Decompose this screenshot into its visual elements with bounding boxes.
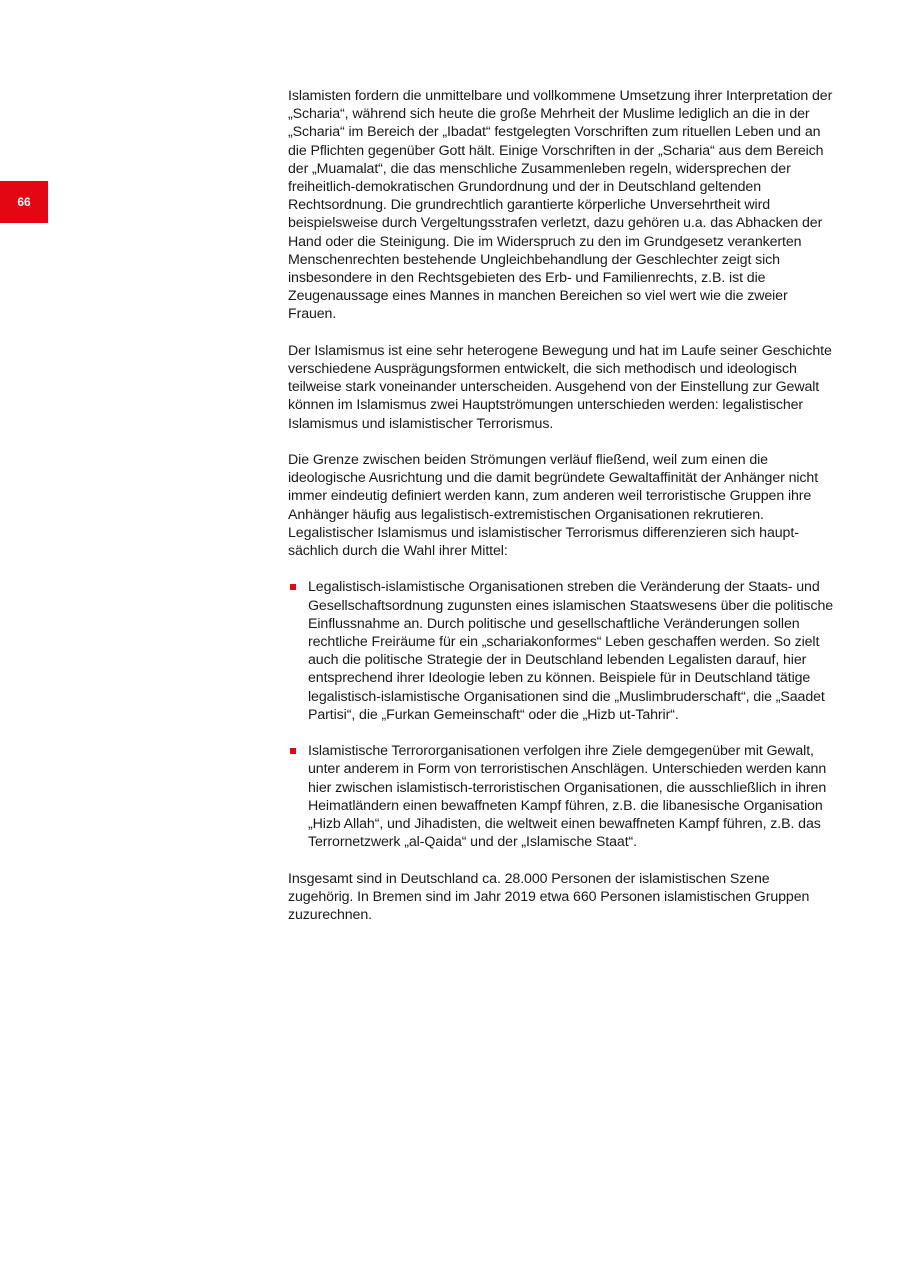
paragraph-closing: Insgesamt sind in Deutschland ca. 28.000 Personen der islamistischen Szene zugehörig. In Bremen sind im Jahr 2019 etwa 660 Personen islamistischen Gruppen zuzurechnen.	[288, 870, 810, 924]
square-bullet-icon	[290, 748, 296, 754]
bullet-list	[288, 578, 838, 851]
paragraph-boundary: Die Grenze zwischen beiden Strömungen verläuf fließend, weil zum einen die ideologische Ausrichtung und die damit begründete Gewaltaffinität der Anhänger nicht immer eindeutig definiert werden kann, zum anderen weil terroristische Gruppen ihre Anhänger häufig aus legalistisch-extremistischen Organisationen rekrutieren. Legalistischer Islamismus und islamistischer Terrorismus differenzieren sich hauptsächlich durch die Wahl ihrer Mittel:	[288, 452, 819, 560]
page-number-tab	[0, 181, 48, 223]
bullet-item-legalistic	[288, 578, 838, 724]
page-number: 66	[17, 195, 31, 209]
paragraph-heterogeneous-movement: Der Islamismus ist eine sehr heterogene Bewegung und hat im Laufe seiner Geschichte verschiedene Ausprägungsformen entwickelt, die sich methodisch und ideologisch teilweise stark voneinander unterscheiden. Ausgehend von der Einstellung zur Gewalt können im Islamismus zwei Hauptströmungen unterschieden werden: legalistischer Islamismus und islamistischer Terrorismus.	[288, 342, 832, 432]
bullet-text: Legalistisch-islamistische Organisationen streben die Veränderung der Staats- und Gesellschaftsordnung zugunsten eines islamischen Staatswesens über die politische Einflussnahme an. Durch politische und gesellschaftliche Veränderungen sollen rechtliche Freiräume für ein „schariakonformes“ Leben geschaffen werden. So zielt auch die politische Strategie der in Deutschland lebenden Legalisten darauf, hier entsprechend ihrer Ideologie leben zu können. Beispiele für in Deutschland tätige legalistisch-islamistische Organisationen sind die „Muslimbruderschaft“, die „Saadet Partisi“, die „Furkan Gemeinschaft“ oder die „Hizb ut-Tahrir“.	[308, 579, 834, 723]
bullet-text: Islamistische Terrororganisationen verfolgen ihre Ziele demgegenüber mit Gewalt, unter anderem in Form von terroristischen Anschlägen. Unterschieden werden kann hier zwischen islamistisch-terroristischen Organisationen, die ausschließlich in ihren Heimatländern einen bewaffneten Kampf führen, z.B. die libanesische Organisation „Hizb Allah“, und Jihadisten, die weltweit einen bewaffneten Kampf führen, z.B. das Terrornetzwerk „al-Qaida“ und der „Islamische Staat“.	[308, 743, 827, 851]
main-text	[288, 87, 838, 942]
square-bullet-icon	[290, 584, 296, 590]
bullet-item-terror	[288, 742, 838, 851]
paragraph-scharia: Islamisten fordern die unmittelbare und vollkommene Umsetzung ihrer Interpretation der „Scharia“, während sich heute die große Mehrheit der Muslime lediglich an die in der „Scharia“ im Bereich der „Ibadat“ festgelegten Vorschriften zum rituellen Leben und an die Pflichten gegenüber Gott hält. Einige Vorschriften in der „Scharia“ aus dem Bereich der „Muamalat“, die das menschliche Zusammenleben regeln, widersprechen der freiheitlich-demokratischen Grundordnung und der in Deutschland geltenden Rechtsordnung. Die grundrechtlich garantierte körperliche Unversehrtheit wird beispielsweise durch Vergeltungsstrafen verletzt, dazu gehören u.a. das Abhacken der Hand oder die Steinigung. Die im Widerspruch zu den im Grundgesetz verankerten Menschenrechten bestehende Ungleichbehandlung der Geschlechter zeigt sich insbesondere in den Rechtsgebieten des Erb- und Familienrechts, z.B. ist die Zeugenaussage eines Mannes in manchen Bereichen so viel wert wie die zweier Frauen.	[288, 88, 833, 323]
